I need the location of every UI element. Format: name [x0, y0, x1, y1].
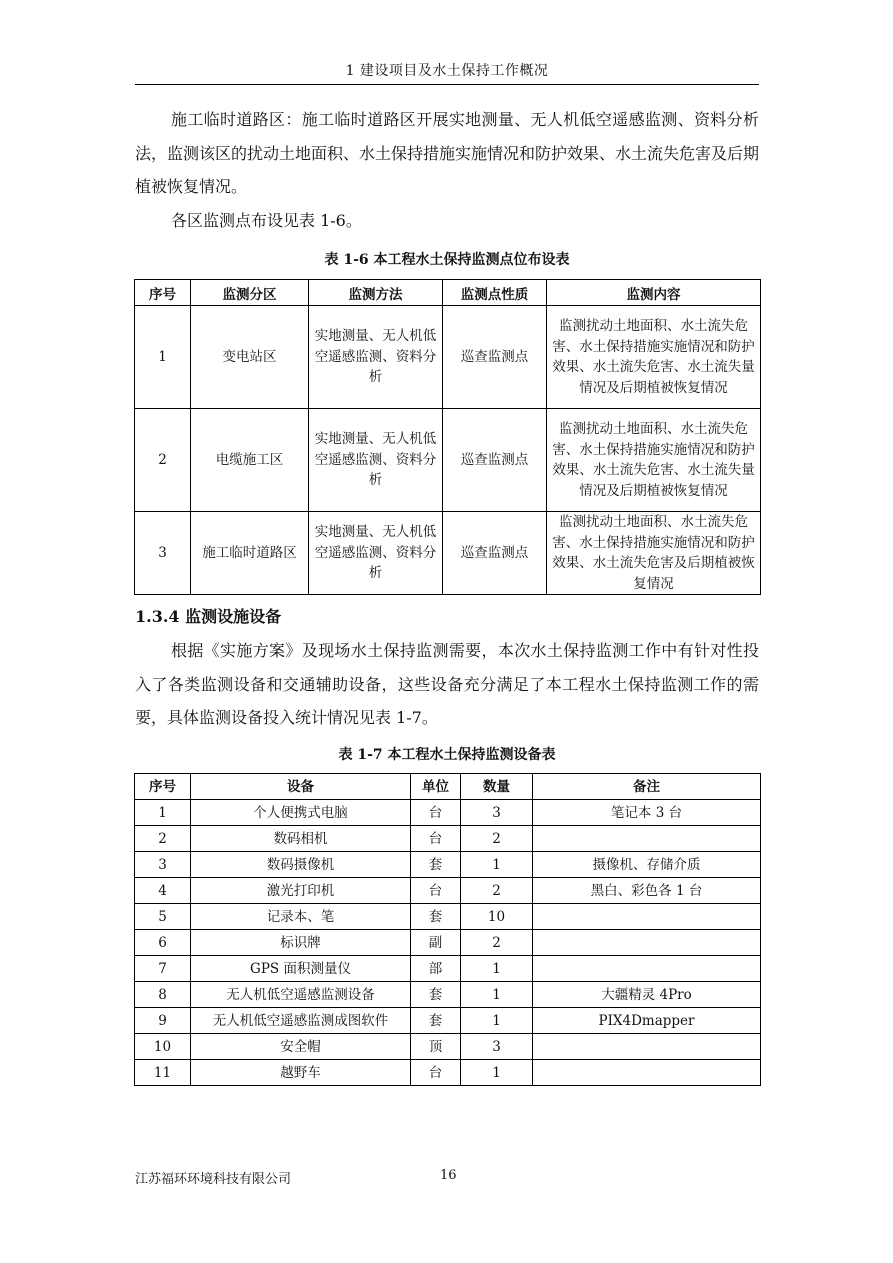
table-row	[135, 826, 761, 852]
cell-unit: 台	[411, 826, 461, 852]
cell-content: 监测扰动土地面积、水土流失危害、水土保持措施实施情况和防护效果、水土流失危害及后期植被恢复情况	[547, 512, 761, 595]
cell-index: 1	[135, 306, 191, 409]
table-row	[135, 930, 761, 956]
cell-remarks: 大疆精灵 4Pro	[533, 982, 761, 1008]
cell-quantity: 1	[461, 1008, 533, 1034]
cell-index: 5	[135, 904, 191, 930]
col-header-index: 序号	[135, 280, 191, 306]
paragraph-table-ref: 各区监测点布设见表 1-6。	[171, 211, 362, 230]
cell-remarks	[533, 826, 761, 852]
cell-method: 实地测量、无人机低空遥感监测、资料分析	[309, 306, 443, 409]
cell-quantity: 3	[461, 800, 533, 826]
table-row	[135, 852, 761, 878]
cell-index: 11	[135, 1060, 191, 1086]
section-heading: 1.3.4 监测设施设备	[135, 607, 282, 626]
cell-unit: 套	[411, 1008, 461, 1034]
cell-remarks: 摄像机、存储介质	[533, 852, 761, 878]
table-row	[135, 1060, 761, 1086]
table-row	[135, 904, 761, 930]
cell-remarks	[533, 1034, 761, 1060]
table-row	[135, 409, 761, 512]
cell-equipment: 记录本、笔	[191, 904, 411, 930]
col-header-index: 序号	[135, 774, 191, 800]
cell-point-type: 巡查监测点	[443, 409, 547, 512]
monitoring-points-table	[134, 279, 761, 595]
cell-index: 9	[135, 1008, 191, 1034]
table6-caption: 表 1-6 本工程水土保持监测点位布设表	[324, 252, 570, 268]
cell-content: 监测扰动土地面积、水土流失危害、水土保持措施实施情况和防护效果、水土流失危害、水土流失量情况及后期植被恢复情况	[547, 306, 761, 409]
table-row	[135, 306, 761, 409]
cell-remarks: 笔记本 3 台	[533, 800, 761, 826]
cell-equipment: 无人机低空遥感监测成图软件	[191, 1008, 411, 1034]
page-number: 16	[440, 1168, 457, 1183]
cell-equipment: 激光打印机	[191, 878, 411, 904]
cell-unit: 套	[411, 852, 461, 878]
table-row	[135, 800, 761, 826]
cell-zone: 电缆施工区	[191, 409, 309, 512]
cell-equipment: 标识牌	[191, 930, 411, 956]
cell-quantity: 10	[461, 904, 533, 930]
page-header: 1 建设项目及水土保持工作概况	[345, 63, 549, 79]
header-rule	[135, 84, 759, 85]
table-row	[135, 878, 761, 904]
col-header-unit: 单位	[411, 774, 461, 800]
cell-index: 1	[135, 800, 191, 826]
table-header-row	[135, 774, 761, 800]
cell-unit: 套	[411, 904, 461, 930]
table-row	[135, 1034, 761, 1060]
cell-index: 8	[135, 982, 191, 1008]
cell-unit: 台	[411, 878, 461, 904]
footer-company: 江苏福环环境科技有限公司	[135, 1172, 292, 1187]
cell-remarks	[533, 930, 761, 956]
cell-quantity: 1	[461, 1060, 533, 1086]
cell-remarks	[533, 1060, 761, 1086]
col-header-zone: 监测分区	[191, 280, 309, 306]
cell-remarks	[533, 956, 761, 982]
table-row	[135, 956, 761, 982]
cell-quantity: 1	[461, 852, 533, 878]
cell-unit: 部	[411, 956, 461, 982]
col-header-equipment: 设备	[191, 774, 411, 800]
cell-index: 2	[135, 826, 191, 852]
col-header-method: 监测方法	[309, 280, 443, 306]
col-header-point-type: 监测点性质	[443, 280, 547, 306]
cell-remarks	[533, 904, 761, 930]
cell-quantity: 1	[461, 982, 533, 1008]
cell-equipment: 越野车	[191, 1060, 411, 1086]
table-row	[135, 1008, 761, 1034]
cell-equipment: 数码摄像机	[191, 852, 411, 878]
table-row	[135, 982, 761, 1008]
col-header-content: 监测内容	[547, 280, 761, 306]
paragraph-equipment: 根据《实施方案》及现场水土保持监测需要，本次水土保持监测工作中有针对性投入了各类监测设备和交通辅助设备，这些设备充分满足了本工程水土保持监测工作的需要，具体监测设备投入统计情况见表 1-7。	[135, 641, 759, 727]
cell-equipment: 无人机低空遥感监测设备	[191, 982, 411, 1008]
cell-unit: 套	[411, 982, 461, 1008]
cell-unit: 顶	[411, 1034, 461, 1060]
cell-remarks: 黑白、彩色各 1 台	[533, 878, 761, 904]
cell-index: 7	[135, 956, 191, 982]
table-header-row	[135, 280, 761, 306]
cell-index: 10	[135, 1034, 191, 1060]
cell-index: 3	[135, 512, 191, 595]
cell-method: 实地测量、无人机低空遥感监测、资料分析	[309, 512, 443, 595]
cell-unit: 台	[411, 800, 461, 826]
cell-index: 2	[135, 409, 191, 512]
cell-quantity: 1	[461, 956, 533, 982]
cell-remarks: PIX4Dmapper	[533, 1008, 761, 1034]
cell-quantity: 3	[461, 1034, 533, 1060]
cell-zone: 变电站区	[191, 306, 309, 409]
cell-unit: 副	[411, 930, 461, 956]
cell-index: 4	[135, 878, 191, 904]
cell-index: 3	[135, 852, 191, 878]
cell-point-type: 巡查监测点	[443, 512, 547, 595]
table-row	[135, 512, 761, 595]
cell-equipment: GPS 面积测量仪	[191, 956, 411, 982]
cell-unit: 台	[411, 1060, 461, 1086]
cell-point-type: 巡查监测点	[443, 306, 547, 409]
equipment-table	[134, 773, 761, 1086]
cell-equipment: 安全帽	[191, 1034, 411, 1060]
cell-method: 实地测量、无人机低空遥感监测、资料分析	[309, 409, 443, 512]
paragraph-temporary-road: 施工临时道路区：施工临时道路区开展实地测量、无人机低空遥感监测、资料分析法，监测该区的扰动土地面积、水土保持措施实施情况和防护效果、水土流失危害及后期植被恢复情况。	[135, 110, 760, 196]
cell-zone: 施工临时道路区	[191, 512, 309, 595]
cell-index: 6	[135, 930, 191, 956]
cell-equipment: 个人便携式电脑	[191, 800, 411, 826]
cell-equipment: 数码相机	[191, 826, 411, 852]
cell-quantity: 2	[461, 878, 533, 904]
cell-quantity: 2	[461, 930, 533, 956]
col-header-remarks: 备注	[533, 774, 761, 800]
cell-quantity: 2	[461, 826, 533, 852]
cell-content: 监测扰动土地面积、水土流失危害、水土保持措施实施情况和防护效果、水土流失危害、水土流失量情况及后期植被恢复情况	[547, 409, 761, 512]
table7-caption: 表 1-7 本工程水土保持监测设备表	[338, 747, 556, 763]
col-header-quantity: 数量	[461, 774, 533, 800]
